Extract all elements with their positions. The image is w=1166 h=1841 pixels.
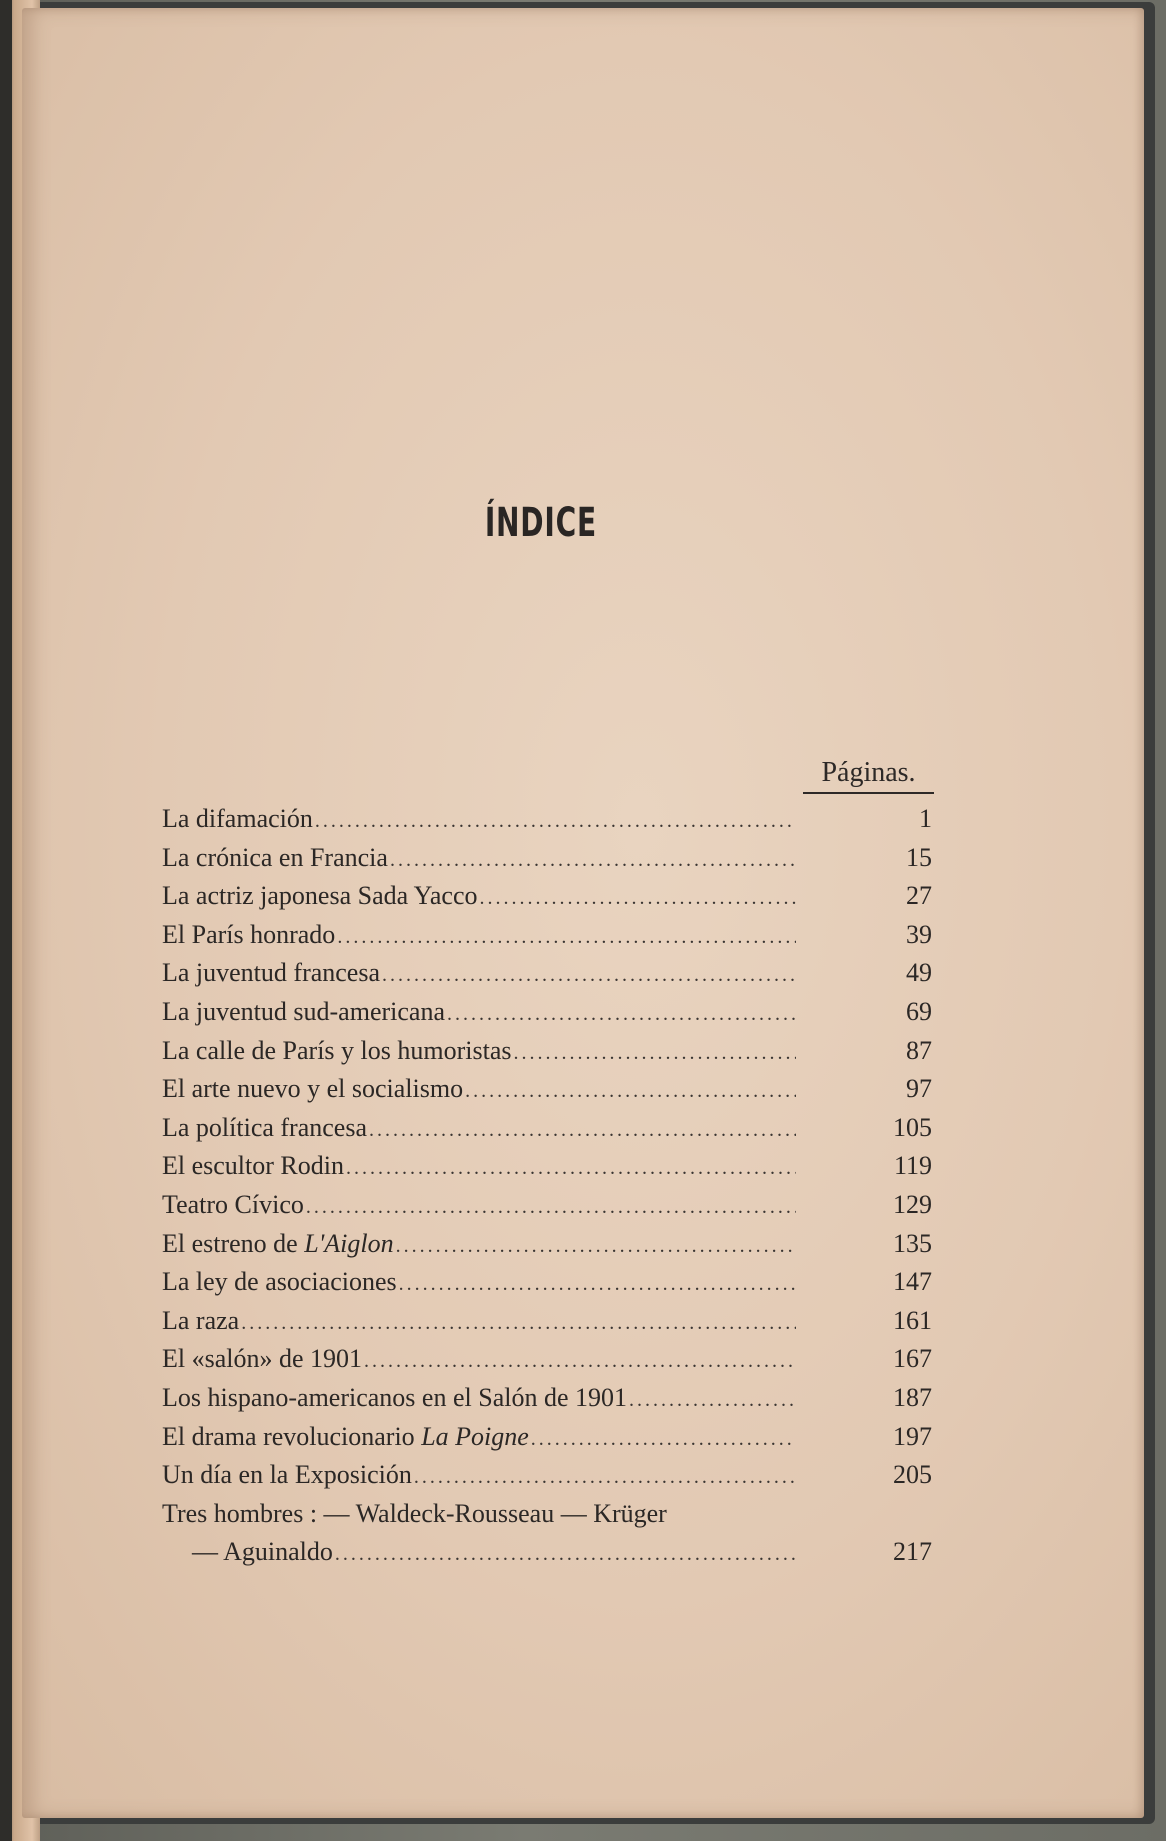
toc-entry-title: La calle de París y los humoristas — [162, 1035, 512, 1065]
leader-dots — [465, 1080, 796, 1103]
leader-dots — [306, 1196, 796, 1219]
toc-entry-continuation — [162, 1537, 932, 1576]
toc-entry — [162, 919, 932, 959]
toc-entry-page: 187 — [893, 1382, 932, 1412]
toc-entry — [162, 1267, 932, 1306]
toc-entry-page: 161 — [893, 1305, 932, 1335]
toc-entry — [162, 1421, 932, 1461]
leader-dots — [346, 1157, 796, 1180]
leader-dots — [364, 1350, 796, 1373]
toc-entry — [162, 996, 932, 1036]
toc-entry-title: El escultor Rodin — [162, 1151, 344, 1181]
leader-dots — [513, 1042, 796, 1065]
book-spine — [0, 0, 12, 1841]
leader-dots — [315, 810, 796, 833]
leader-dots — [241, 1312, 796, 1335]
toc-entry-page: 119 — [893, 1151, 932, 1181]
toc-entry-title: Teatro Cívico — [162, 1189, 304, 1219]
toc-entry-page: 39 — [906, 919, 932, 949]
toc-entry-page: 97 — [906, 1074, 932, 1104]
toc-entry-page: 135 — [893, 1228, 932, 1258]
leader-dots — [629, 1389, 796, 1412]
leader-dots — [399, 1273, 796, 1296]
toc-entry-page: 197 — [893, 1421, 932, 1451]
toc-entry-title: La raza — [162, 1305, 240, 1335]
toc-entry-page: 15 — [906, 842, 932, 872]
toc-entry — [162, 881, 932, 920]
toc-entry-title-italic: L'Aiglon — [304, 1228, 394, 1258]
toc-entry — [162, 1189, 932, 1229]
toc-entry — [162, 1151, 932, 1190]
toc-entry-title-text: El estreno de — [162, 1228, 305, 1258]
toc-entry-page: 147 — [893, 1267, 932, 1297]
leader-dots — [414, 1466, 796, 1489]
toc-entry-page: 87 — [906, 1035, 932, 1065]
leader-dots — [396, 1235, 796, 1258]
toc-entry-title: El París honrado — [162, 919, 336, 949]
toc-entry-title: La difamación — [162, 804, 313, 833]
toc-entry-title-italic: La Poigne — [421, 1421, 529, 1451]
toc-entry — [162, 1460, 932, 1499]
toc-entry — [162, 1228, 932, 1268]
table-of-contents — [162, 804, 932, 1576]
toc-entry — [162, 1344, 932, 1383]
toc-entry-page: 105 — [893, 1112, 932, 1142]
toc-entry-title: Tres hombres : — Waldeck-Rousseau — Krüger — [162, 1498, 667, 1528]
toc-entry-title: La actriz japonesa Sada Yacco — [162, 881, 478, 911]
toc-entry-page: 69 — [906, 996, 932, 1026]
toc-entry-title: La juventud francesa — [162, 958, 381, 988]
toc-entry — [162, 842, 932, 882]
toc-entry-title: La juventud sud-americana — [162, 996, 445, 1026]
toc-entry-title — [162, 1422, 529, 1452]
toc-entry-title: El «salón» de 1901 — [162, 1344, 363, 1374]
leader-dots — [337, 926, 796, 949]
toc-entry — [162, 1382, 932, 1422]
toc-entry-page: 1 — [919, 804, 932, 833]
toc-entry — [162, 1035, 932, 1075]
toc-entry — [162, 1074, 932, 1113]
toc-entry-page: 205 — [893, 1460, 932, 1490]
leader-dots — [335, 1543, 796, 1566]
toc-entry-title: El arte nuevo y el socialismo — [162, 1074, 464, 1104]
toc-entry-title: Los hispano-americanos en el Salón de 1901 — [162, 1382, 627, 1412]
toc-entry-page: 217 — [893, 1537, 932, 1567]
leader-dots — [479, 887, 796, 910]
toc-entry-title-text: El drama revolucionario — [162, 1421, 422, 1451]
toc-entry-title — [162, 1229, 394, 1259]
toc-entry-title: La crónica en Francia — [162, 842, 388, 872]
toc-entry-page: 49 — [906, 958, 932, 988]
toc-entry — [162, 1112, 932, 1152]
toc-entry-page: 167 — [893, 1344, 932, 1374]
leader-dots — [390, 849, 796, 872]
toc-entry-title: — Aguinaldo — [192, 1537, 333, 1567]
toc-entry-page: 129 — [893, 1189, 932, 1219]
toc-entry-title: La política francesa — [162, 1112, 367, 1142]
page-title: ÍNDICE — [484, 500, 597, 546]
column-header-pages: Páginas. — [803, 758, 934, 794]
toc-entry — [162, 1499, 902, 1538]
leader-dots — [447, 1003, 796, 1026]
book-page — [22, 8, 1144, 1818]
toc-entry-title: La ley de asociaciones — [162, 1267, 397, 1297]
toc-entry — [162, 1305, 932, 1345]
toc-entry-title: Un día en la Exposición — [162, 1460, 412, 1490]
leader-dots — [531, 1428, 796, 1451]
toc-entry — [162, 958, 932, 997]
leader-dots — [369, 1119, 796, 1142]
leader-dots — [382, 964, 796, 987]
toc-entry-page: 27 — [906, 881, 932, 911]
toc-entry — [162, 804, 932, 843]
